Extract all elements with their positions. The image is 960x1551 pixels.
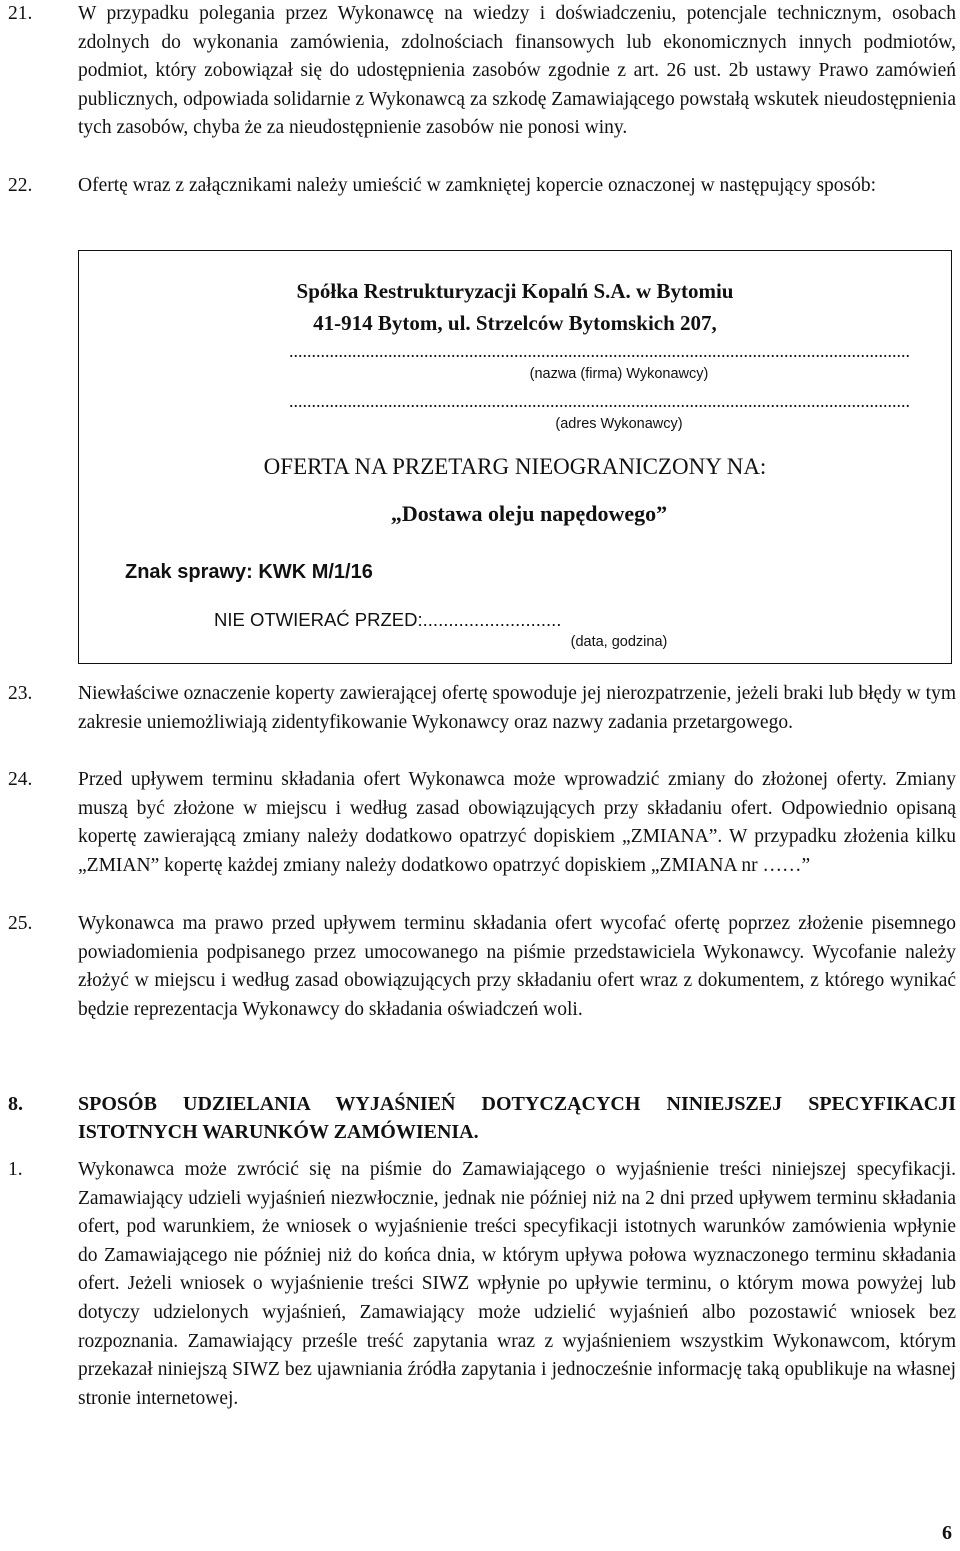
envelope-company: Spółka Restrukturyzacji Kopalń S.A. w Bytomiu xyxy=(296,279,734,303)
envelope-address: 41-914 Bytom, ul. Strzelców Bytomskich 207, xyxy=(313,311,717,335)
list-item xyxy=(8,0,956,143)
section-heading xyxy=(8,1090,956,1146)
item-text: Ofertę wraz z załącznikami należy umieścić w zamkniętej kopercie oznaczonej w następujący sposób: xyxy=(78,175,877,196)
list-item xyxy=(8,172,956,201)
item-number: 24. xyxy=(8,769,33,790)
item-text: Niewłaściwe oznaczenie koperty zawierającej ofertę spowoduje jej nierozpatrzenie, jeżeli braki lub błędy w tym zakresie uniemożliwiają zidentyfikowanie Wykonawcy oraz nazwy zadania przetargowego. xyxy=(78,683,956,733)
page-number: 6 xyxy=(942,1522,952,1544)
item-number: 22. xyxy=(8,175,33,196)
list-item xyxy=(8,766,956,880)
contractor-name-caption: (nazwa (firma) Wykonawcy) xyxy=(529,366,709,382)
section-number: 8. xyxy=(8,1093,23,1115)
case-reference: Znak sprawy: KWK M/1/16 xyxy=(125,561,373,583)
offer-title: OFERTA NA PRZETARG NIEOGRANICZONY NA: xyxy=(263,454,767,479)
item-text: Przed upływem terminu składania ofert Wykonawca może wprowadzić zmiany do złożonej oferty. Zmiany muszą być złożone w miejscu i według zasad obowiązujących przy składaniu ofert. Odpowiednio opisaną kopertę zawierającą zmiany należy dodatkowo opatrzyć dopiskiem „ZMIANA”. W przypadku złożenia kilku „ZMIAN” kopertę każdej zmiany należy dodatkowo opatrzyć dopiskiem „ZMIANA nr ……” xyxy=(78,769,956,876)
item-text: W przypadku polegania przez Wykonawcę na wiedzy i doświadczeniu, potencjale technicznym, osobach zdolnych do wykonania zamówienia, zdolnościach finansowych lub ekonomicznych innych podmiotów, podmiot, który zobowiązał się do udostępnienia zasobów zgodnie z art. 26 ust. 2b ustawy Prawo zamówień publicznych, odpowiada solidarnie z Wykonawcą za szkodę Zamawiającego powstałą wskutek nieudostępnienia tych zasobów, chyba że za nieudostępnienie zasobów nie ponosi winy. xyxy=(78,3,956,139)
list-item xyxy=(8,1156,956,1413)
contractor-name-dots: .......................................................................................................................................... xyxy=(289,341,910,361)
item-text: Wykonawca ma prawo przed upływem terminu składania ofert wycofać ofertę poprzez złożenie pisemnego powiadomienia podpisanego przez umocowanego na piśmie przedstawiciela Wykonawcy. Wycofanie należy złożyć w miejscu i według zasad obowiązujących przy składaniu ofert wraz z dokumentem, z którego wynikać będzie reprezentacja Wykonawcy do składania oświadczeń woli. xyxy=(78,913,956,1020)
contractor-address-dots: .......................................................................................................................................... xyxy=(289,391,910,411)
item-number: 25. xyxy=(8,913,33,934)
list-item xyxy=(8,910,956,1024)
envelope-label-box xyxy=(78,250,952,664)
item-number: 21. xyxy=(8,3,33,24)
section-title: SPOSÓB UDZIELANIA WYJAŚNIEŃ DOTYCZĄCYCH NINIEJSZEJ SPECYFIKACJI ISTOTNYCH WARUNKÓW ZAMÓWIENIA. xyxy=(78,1093,956,1143)
item-number: 1. xyxy=(8,1159,23,1180)
date-time-caption: (data, godzina) xyxy=(570,634,668,650)
item-text: Wykonawca może zwrócić się na piśmie do Zamawiającego o wyjaśnienie treści niniejszej specyfikacji. Zamawiający udzieli wyjaśnień niezwłocznie, jednak nie później niż na 2 dni przed upływem terminu składania ofert, pod warunkiem, że wniosek o wyjaśnienie treści specyfikacji istotnych warunków zamówienia wpłynie do Zamawiającego nie później niż do końca dnia, w którym upływa połowa wyznaczonego terminu składania ofert. Jeżeli wniosek o wyjaśnienie treści SIWZ wpłynie po upływie terminu, o którym mowa powyżej lub dotyczy udzielonych wyjaśnień, Zamawiający może udzielić wyjaśnień albo pozostawić wniosek bez rozpoznania. Zamawiający prześle treść zapytania wraz z wyjaśnieniem wszystkim Wykonawcom, którym przekazał niniejszą SIWZ bez ujawniania źródła zapytania i jednocześnie informację taką opublikuje na własnej stronie internetowej. xyxy=(78,1159,956,1409)
contractor-address-caption: (adres Wykonawcy) xyxy=(555,416,683,432)
do-not-open-before: NIE OTWIERAĆ PRZED:........................... xyxy=(214,609,562,630)
list-item xyxy=(8,680,956,737)
item-number: 23. xyxy=(8,683,33,704)
offer-subject: „Dostawa oleju napędowego” xyxy=(390,501,668,526)
